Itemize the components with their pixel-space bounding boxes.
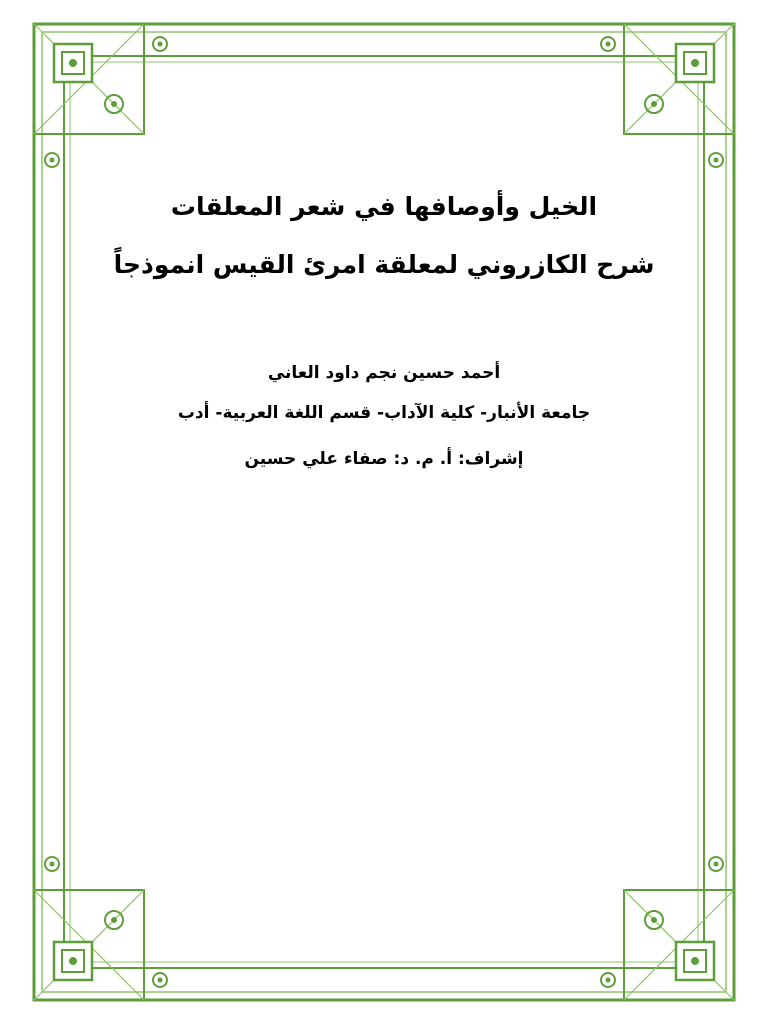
document-subtitle: شرح الكازروني لمعلقة امرئ القيس انموذجاً — [113, 250, 655, 279]
affiliation: جامعة الأنبار- كلية الآداب- قسم اللغة العربية- أدب — [177, 403, 591, 423]
supervisor: إشراف: أ. م. د: صفاء علي حسين — [244, 449, 524, 469]
document-title: الخيل وأوصافها في شعر المعلقات — [170, 192, 598, 221]
corner-ornament-icon — [34, 24, 734, 1000]
author-name: أحمد حسين نجم داود العاني — [267, 363, 501, 383]
